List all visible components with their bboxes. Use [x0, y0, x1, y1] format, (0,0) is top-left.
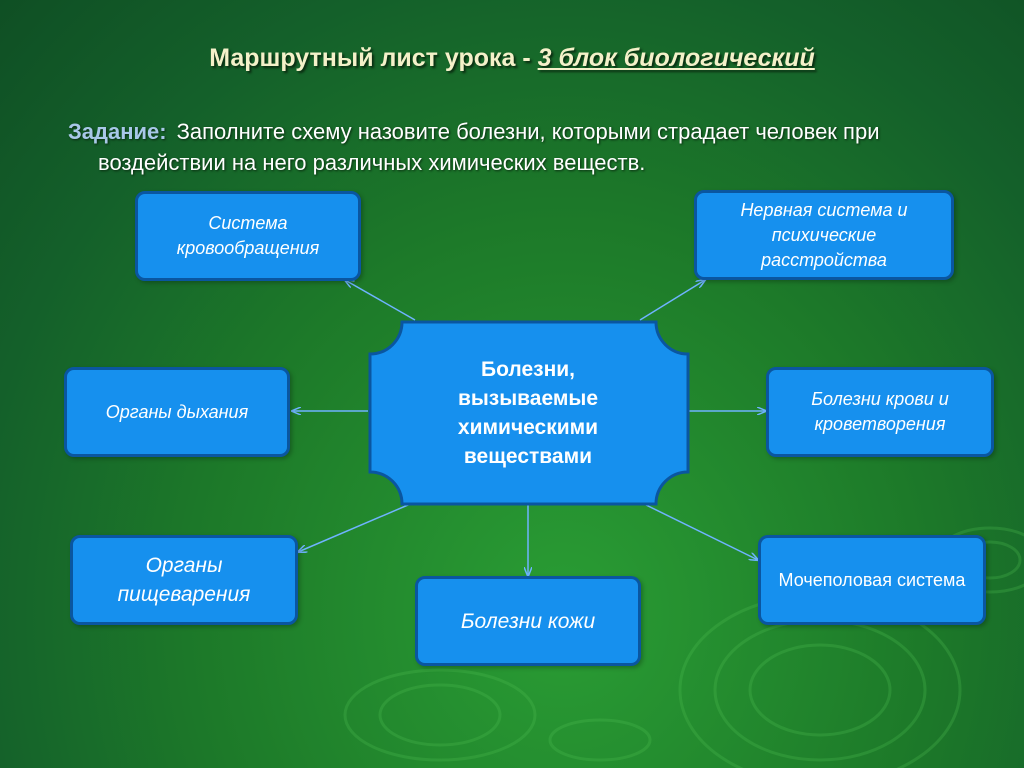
node-blood-diseases: Болезни крови и кроветворения	[766, 367, 994, 457]
title-accent: 3 блок биологический	[537, 44, 815, 72]
center-topic-label: Болезни, вызываемые химическими веществами	[457, 358, 599, 468]
connector-nervous	[640, 280, 705, 320]
title-prefix: Маршрутный лист урока -	[209, 44, 538, 72]
node-urogenital-system: Мочеполовая система	[758, 535, 986, 625]
task-instruction	[68, 116, 978, 178]
slide-title	[0, 44, 1024, 73]
connector-circulatory	[345, 280, 415, 320]
connector-digestive	[298, 502, 415, 552]
node-skin-diseases: Болезни кожи	[415, 576, 641, 666]
node-circulatory-system: Система кровообращения	[135, 191, 361, 281]
node-nervous-system: Нервная система и психические расстройства	[694, 190, 954, 280]
task-label: Задание:	[68, 119, 167, 144]
node-digestive-organs: Органы пищеварения	[70, 535, 298, 625]
task-text: Заполните схему назовите болезни, которыми страдает человек при воздействии на него различных химических веществ.	[98, 119, 880, 175]
connector-urogenital	[640, 502, 758, 560]
node-respiratory-organs: Органы дыхания	[64, 367, 290, 457]
